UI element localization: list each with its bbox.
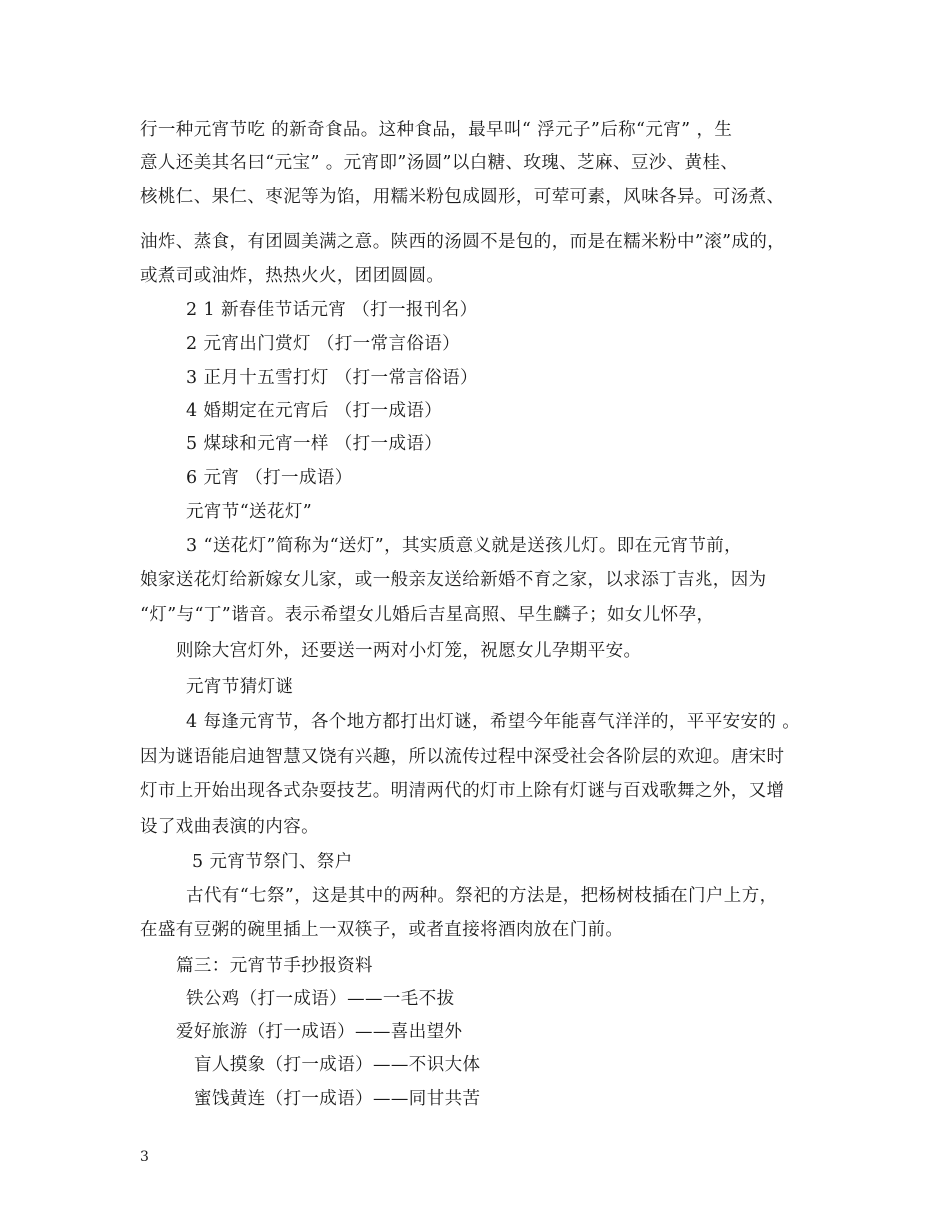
paragraph-line: 意人还美其名曰“元宝” 。元宵即”汤圆”以白糖、玫瑰、芝麻、豆沙、黄桂、 (140, 153, 739, 173)
riddle-item: 4 婚期定在元宵后 （打一成语） (186, 401, 443, 421)
paragraph-line: “灯”与“丁”谐音。表示希望女儿婚后吉星高照、早生麟子；如女儿怀孕， (140, 605, 715, 625)
paragraph-line: 则除大宫灯外，还要送一两对小灯笼，祝愿女儿孕期平安。 (176, 641, 642, 661)
riddle-item: 铁公鸡（打一成语）——一毛不拔 (186, 989, 455, 1009)
section-heading: 篇三：元宵节手抄报资料 (176, 956, 373, 976)
paragraph-line: 灯市上开始出现各式杂耍技艺。明清两代的灯市上除有灯谜与百戏歌舞之外，又增 (140, 781, 785, 801)
riddle-item: 盲人摸象（打一成语）——不识大体 (194, 1055, 481, 1075)
paragraph-line: 设了戏曲表演的内容。 (140, 817, 319, 837)
section-heading: 元宵节“送花灯” (186, 502, 313, 522)
paragraph-line: 油炸、蒸食，有团圆美满之意。陕西的汤圆不是包的，而是在糯米粉中”滚”成的， (140, 232, 786, 252)
riddle-item: 2 元宵出门赏灯 （打一常言俗语） (186, 334, 461, 354)
paragraph-line: 3 “送花灯”简称为“送灯”，其实质意义就是送孩儿灯。即在元宵节前， (186, 536, 743, 556)
paragraph-line: 核桃仁、果仁、枣泥等为馅，用糯米粉包成圆形，可荤可素，风味各异。可汤煮、 (140, 187, 785, 207)
section-heading: 5 元宵节祭门、祭户 (192, 852, 353, 872)
paragraph-line: 因为谜语能启迪智慧又饶有兴趣，所以流传过程中深受社会各阶层的欢迎。唐宋时 (140, 747, 785, 767)
section-heading: 元宵节猜灯谜 (186, 677, 294, 697)
paragraph-line: 在盛有豆粥的碗里插上一双筷子，或者直接将酒肉放在门前。 (140, 920, 624, 940)
riddle-item: 5 煤球和元宵一样 （打一成语） (186, 434, 443, 454)
riddle-item: 3 正月十五雪打灯 （打一常言俗语） (186, 368, 478, 388)
riddle-item: 蜜饯黄连（打一成语）——同甘共苦 (194, 1089, 481, 1109)
paragraph-line: 4 每逢元宵节，各个地方都打出灯谜，希望今年能喜气洋洋的，平平安安的 。 (186, 712, 801, 732)
page-number: 3 (140, 1149, 149, 1165)
paragraph-line: 行一种元宵节吃 的新奇食品。这种食品，最早叫“ 浮元子”后称“元宵” ，生 (140, 120, 733, 140)
riddle-item: 6 元宵 （打一成语） (186, 468, 353, 488)
riddle-item: 2 1 新春佳节话元宵 （打一报刊名） (186, 300, 478, 320)
paragraph-line: 娘家送花灯给新嫁女儿家，或一般亲友送给新婚不育之家，以求添丁吉兆，因为 (140, 570, 767, 590)
paragraph-line: 或煮司或油炸，热热火火，团团圆圆。 (140, 266, 445, 286)
paragraph-line: 古代有“七祭”，这是其中的两种。祭祀的方法是，把杨树枝插在门户上方， (186, 886, 778, 906)
riddle-item: 爱好旅游（打一成语）——喜出望外 (176, 1022, 463, 1042)
